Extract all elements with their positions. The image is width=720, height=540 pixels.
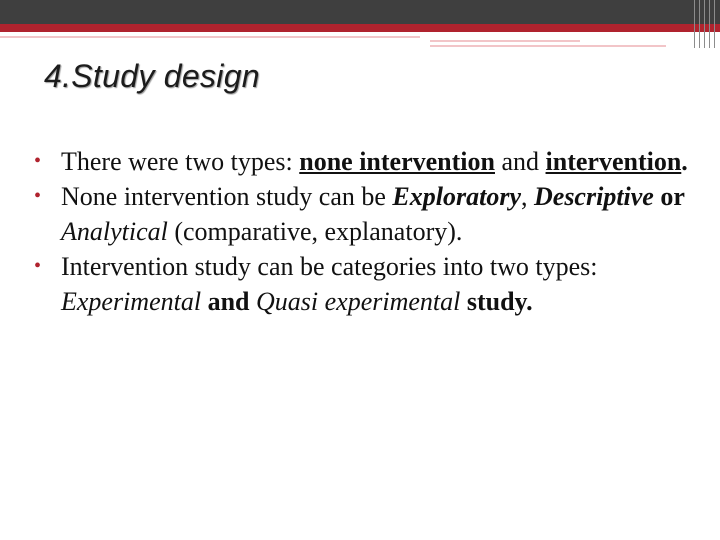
bullet-item-types: [34, 144, 698, 179]
term-analytical: Analytical: [61, 217, 168, 246]
term-exploratory: Exploratory: [392, 182, 521, 211]
bullet-text: Intervention study can be categories into two types:: [61, 252, 598, 281]
bullet-icon: •: [34, 150, 42, 172]
bullet-icon: •: [34, 255, 42, 277]
term-intervention: intervention: [545, 147, 682, 176]
bullet-text: or: [653, 182, 685, 211]
term-descriptive: Descriptive: [534, 182, 654, 211]
bullet-item-intervention: [34, 249, 698, 319]
header-vertical-lines: [690, 0, 720, 48]
bullet-text: and: [494, 147, 546, 176]
term-experimental: Experimental: [61, 287, 202, 316]
bullet-text: and: [201, 287, 256, 316]
header-stripe: [0, 36, 420, 38]
header-dark-band: [0, 0, 720, 24]
bullet-text: study.: [460, 287, 533, 316]
bullet-text: (comparative, explanatory).: [167, 217, 463, 246]
bullet-text: ,: [521, 182, 534, 211]
slide-title: 4.Study design: [44, 58, 260, 94]
header-stripe: [430, 40, 580, 42]
bullet-icon: •: [34, 185, 42, 207]
term-quasi-experimental: Quasi experimental: [256, 287, 461, 316]
bullet-list: [34, 144, 698, 319]
header-accent-band: [0, 24, 720, 32]
term-none-intervention: none intervention: [299, 147, 495, 176]
bullet-text: There were two types:: [61, 147, 300, 176]
bullet-text: .: [681, 147, 688, 176]
bullet-item-none-intervention: [34, 179, 698, 249]
header-stripe: [430, 45, 666, 47]
bullet-text: None intervention study can be: [61, 182, 393, 211]
